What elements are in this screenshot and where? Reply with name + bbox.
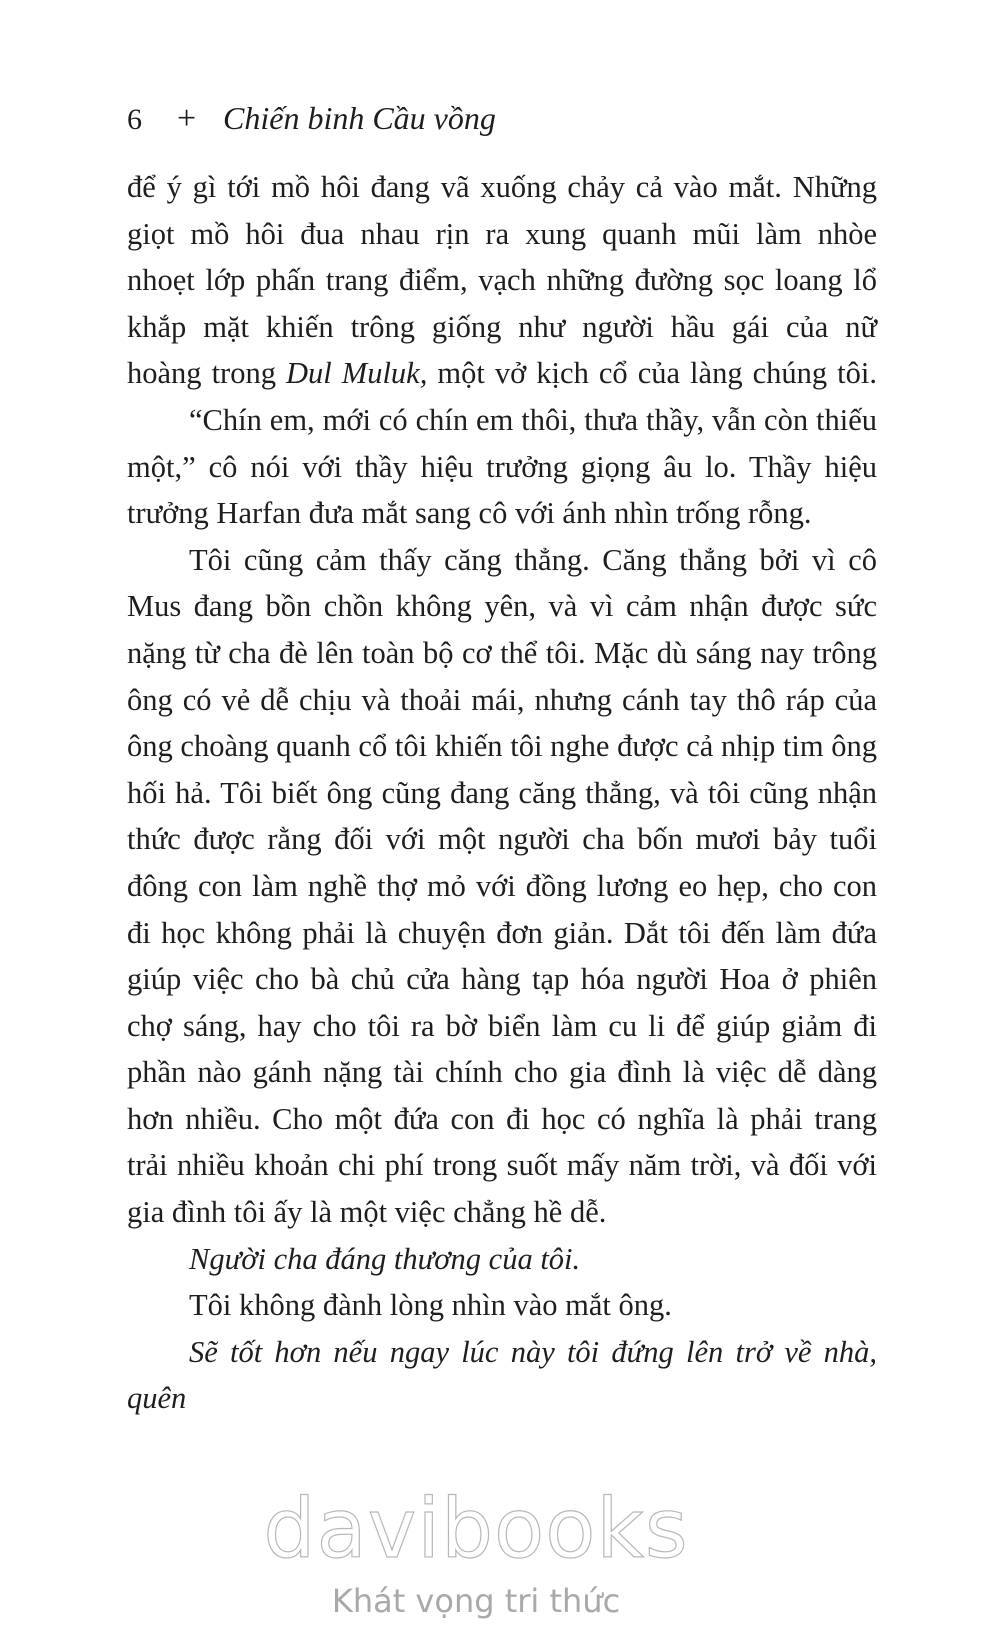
paragraph-4: Người cha đáng thương của tôi. xyxy=(189,1241,581,1276)
paragraph-1-text-before: hoàng trong xyxy=(127,356,287,391)
running-header xyxy=(127,100,496,138)
paragraph-6: Sẽ tốt hơn nếu ngay lúc này tôi đứng lên trở về nhà, quên xyxy=(127,1334,877,1416)
paragraph-2: “Chín em, mới có chín em thôi, thưa thầy, vẫn còn thiếu một,” cô nói với thầy hiệu trưởng giọng âu lo. Thầy hiệu trưởng Harfan đưa mắt sang cô với ánh nhìn trống rỗng. xyxy=(127,402,877,531)
paragraph-1-line-2: giọt mồ hôi đua nhau rịn ra xung quanh mũi làm nhòe xyxy=(127,216,877,251)
paragraph-5: Tôi không đành lòng nhìn vào mắt ông. xyxy=(189,1288,672,1323)
page-number: 6 xyxy=(127,103,142,136)
paragraph-1-line-1: để ý gì tới mồ hôi đang vã xuống chảy cả vào mắt. Những xyxy=(127,170,877,204)
paragraph-1-line-4: khắp mặt khiến trông giống như người hầu gái của nữ xyxy=(127,309,877,344)
page-body xyxy=(127,164,877,1422)
paragraph-3: Tôi cũng cảm thấy căng thẳng. Căng thẳng bởi vì cô Mus đang bồn chồn không yên, và vì cảm nhận được sức nặng từ cha đè lên toàn bộ cơ thể tôi. Mặc dù sáng nay trông ông có vẻ dễ chịu và thoải mái, nhưng cánh tay thô ráp của ông choàng quanh cổ tôi khiến tôi nghe được cả nhịp tim ông hối hả. Tôi biết ông cũng đang căng thẳng, và tôi cũng nhận thức được rằng đối với một người cha bốn mươi bảy tuổi đông con làm nghề thợ mỏ với đồng lương eo hẹp, cho con đi học không phải là chuyện đơn giản. Dắt tôi đến làm đứa giúp việc cho bà chủ cửa hàng tạp hóa người Hoa ở phiên chợ sáng, hay cho tôi ra bờ biển làm cu li để giúp giảm đi phần nào gánh nặng tài chính cho gia đình là việc dễ dàng hơn nhiều. Cho một đứa con đi học có nghĩa là phải trang trải nhiều khoản chi phí trong suốt mấy năm trời, và đối với gia đình tôi ấy là một việc chẳng hề dễ. xyxy=(127,542,877,1230)
cross-ornament-icon: + xyxy=(177,100,197,137)
paragraph-1-text-after: một vở kịch cổ của làng chúng tôi. xyxy=(427,356,878,391)
paragraph-1-line-5 xyxy=(127,350,877,397)
play-title-dul-muluk: Dul Muluk, xyxy=(286,356,428,391)
running-title: Chiến binh Cầu vồng xyxy=(223,100,496,136)
paragraph-1-line-3: nhoẹt lớp phấn trang điểm, vạch những đường sọc loang lổ xyxy=(127,263,877,298)
watermark-brand: davibooks xyxy=(263,1482,689,1577)
watermark-tagline: Khát vọng tri thức xyxy=(331,1582,621,1620)
